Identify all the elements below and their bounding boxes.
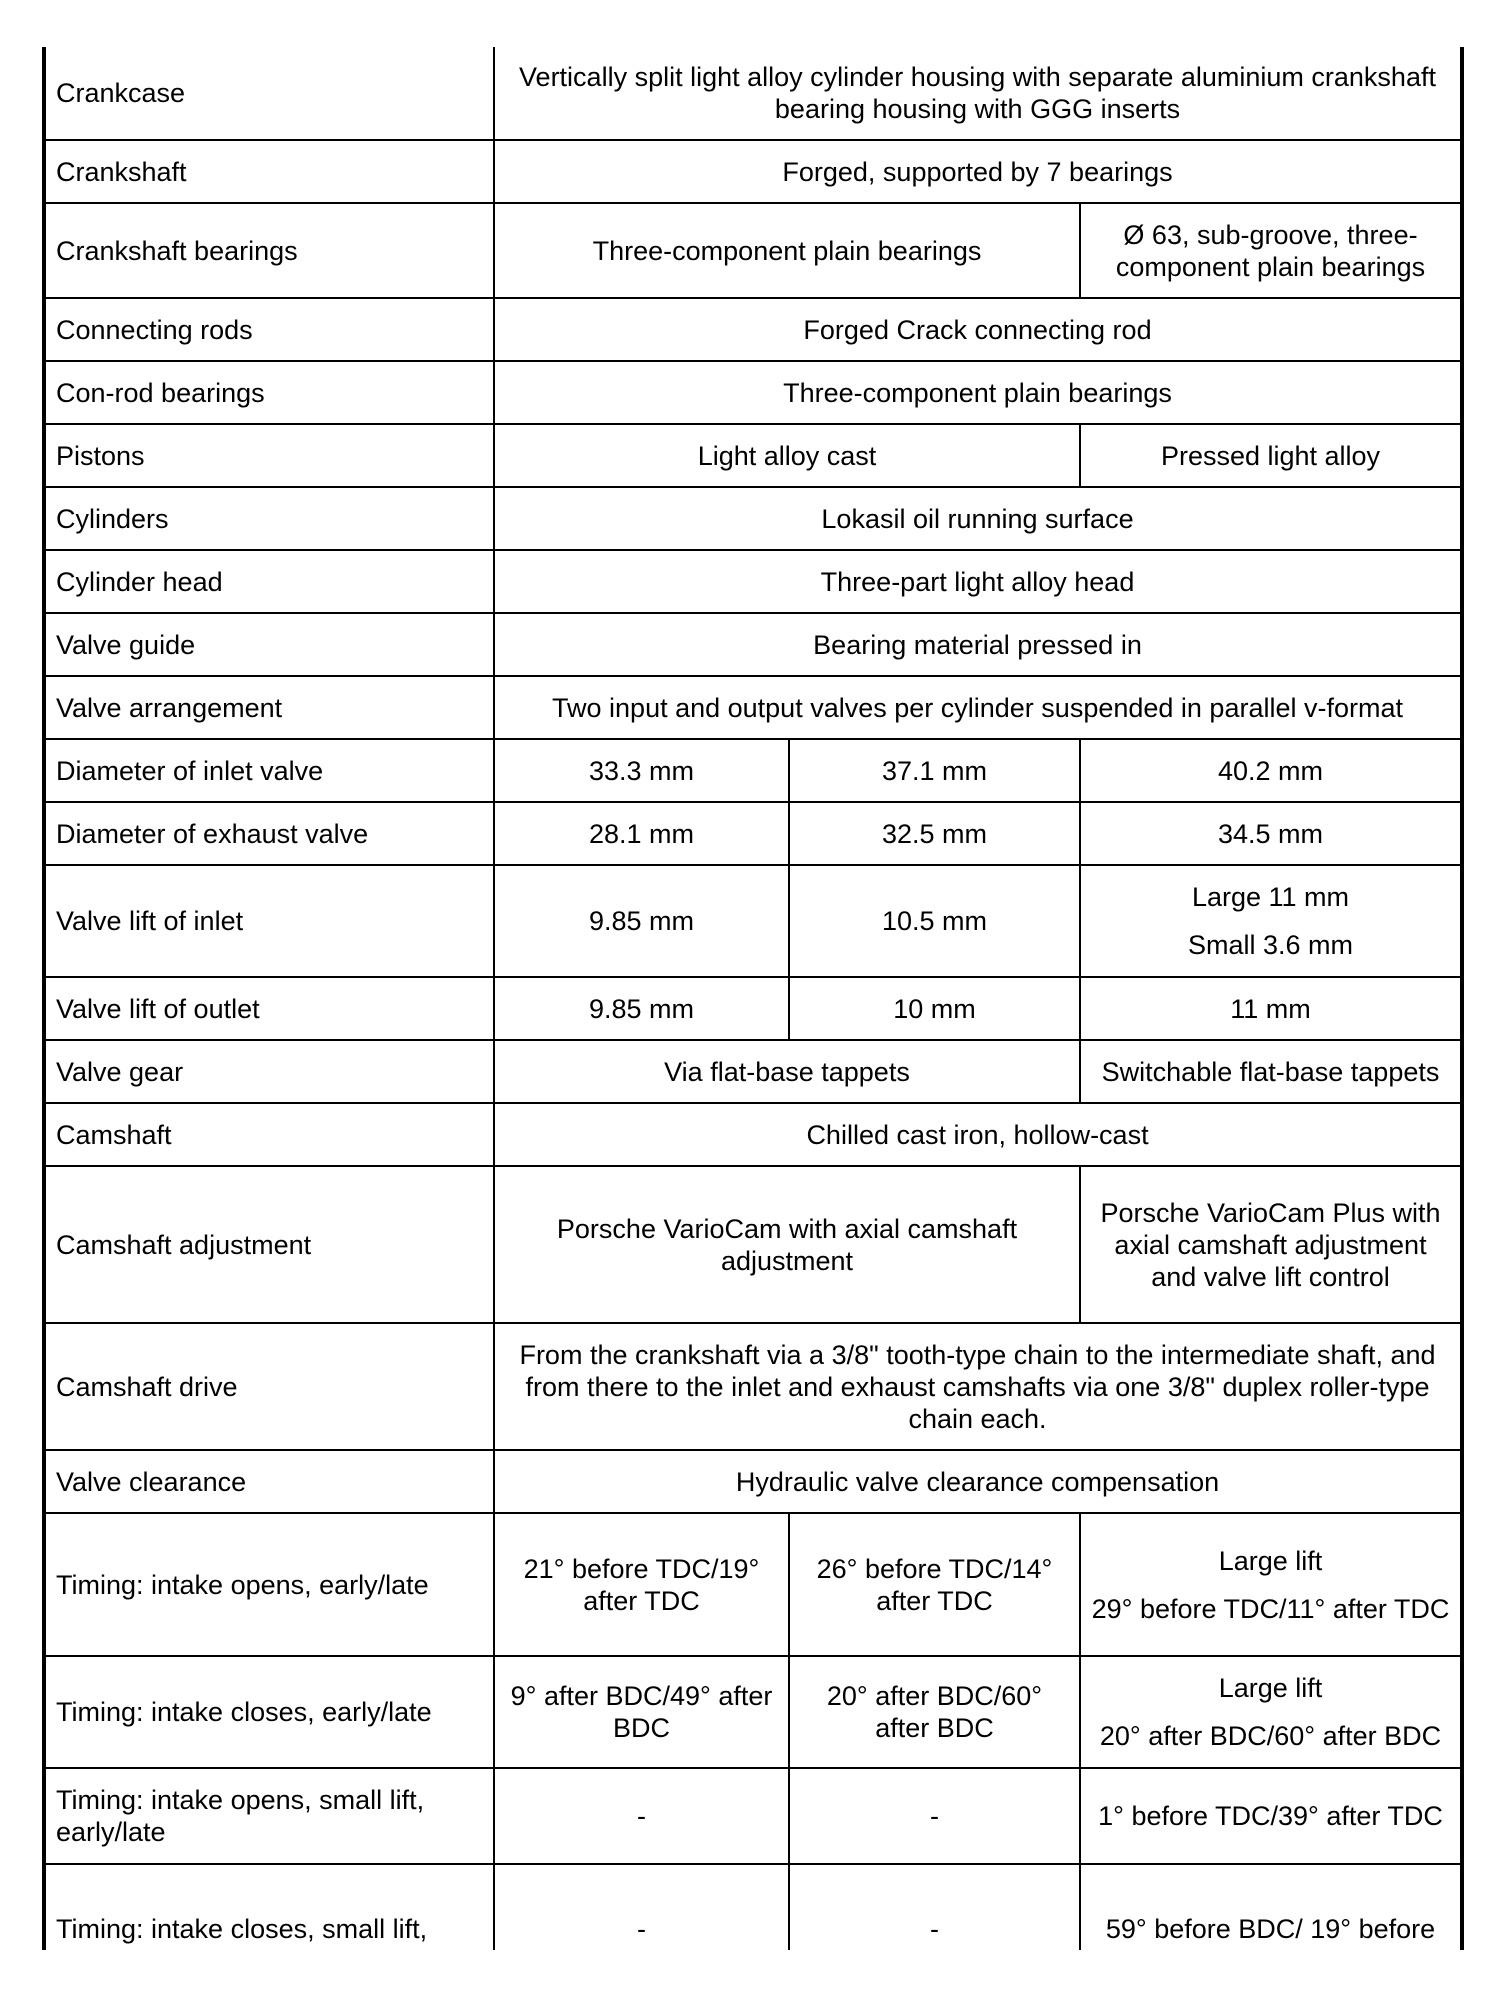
value-cell: 26° before TDC/14° after TDC: [789, 1513, 1080, 1656]
value-cell: 11 mm: [1080, 977, 1462, 1040]
table-row: [44, 1103, 1462, 1166]
value-cell: Hydraulic valve clearance compensation: [494, 1450, 1462, 1513]
table-row: [44, 140, 1462, 203]
value-cell: -: [789, 1768, 1080, 1864]
value-cell: 10 mm: [789, 977, 1080, 1040]
value-cell: 28.1 mm: [494, 802, 789, 865]
table-row: [44, 1166, 1462, 1323]
row-label: Valve arrangement: [44, 676, 494, 739]
table-row: [44, 203, 1462, 298]
row-label: Timing: intake opens, early/late: [44, 1513, 494, 1656]
cell-line: 20° after BDC/60° after BDC: [1099, 1721, 1442, 1751]
table-row: [44, 865, 1462, 977]
table-row: [44, 1323, 1462, 1450]
value-cell: Pressed light alloy: [1080, 424, 1462, 487]
table-row: [44, 1513, 1462, 1656]
table-row: [44, 424, 1462, 487]
row-label: Crankshaft bearings: [44, 203, 494, 298]
value-cell: [1080, 1513, 1462, 1656]
value-cell: 9.85 mm: [494, 865, 789, 977]
value-cell: 59° before BDC/ 19° before: [1080, 1864, 1462, 1950]
row-label: Camshaft: [44, 1103, 494, 1166]
cell-line: Large lift: [1218, 1673, 1323, 1703]
value-cell: [1080, 1656, 1462, 1768]
table-row: [44, 739, 1462, 802]
value-cell: 21° before TDC/19° after TDC: [494, 1513, 789, 1656]
value-cell: -: [494, 1768, 789, 1864]
value-cell: Chilled cast iron, hollow-cast: [494, 1103, 1462, 1166]
table-row: [44, 977, 1462, 1040]
table-row: [44, 1768, 1462, 1864]
value-cell: 33.3 mm: [494, 739, 789, 802]
value-cell: Forged Crack connecting rod: [494, 298, 1462, 361]
value-cell: Three-component plain bearings: [494, 203, 1080, 298]
spec-table-body: [44, 47, 1462, 1950]
value-cell: 9° after BDC/49° after BDC: [494, 1656, 789, 1768]
table-row: [44, 1450, 1462, 1513]
value-cell: Bearing material pressed in: [494, 613, 1462, 676]
table-row: [44, 550, 1462, 613]
value-cell: -: [789, 1864, 1080, 1950]
row-label: Con-rod bearings: [44, 361, 494, 424]
value-cell: 10.5 mm: [789, 865, 1080, 977]
row-label: Connecting rods: [44, 298, 494, 361]
value-cell: Switchable flat-base tappets: [1080, 1040, 1462, 1103]
cell-line: Large lift: [1218, 1545, 1323, 1576]
row-label: Crankshaft: [44, 140, 494, 203]
value-cell: Lokasil oil running surface: [494, 487, 1462, 550]
cell-line: 29° before TDC/11° after TDC: [1091, 1593, 1450, 1624]
engine-spec-table: [42, 47, 1464, 1950]
value-cell: Two input and output valves per cylinder suspended in parallel v-format: [494, 676, 1462, 739]
value-cell: [1080, 865, 1462, 977]
row-label: Timing: intake closes, early/late: [44, 1656, 494, 1768]
table-row: [44, 1040, 1462, 1103]
value-cell: 20° after BDC/60° after BDC: [789, 1656, 1080, 1768]
table-row: [44, 676, 1462, 739]
table-row: [44, 1864, 1462, 1950]
row-label: Timing: intake opens, small lift, early/late: [44, 1768, 494, 1864]
value-cell: Light alloy cast: [494, 424, 1080, 487]
row-label: Diameter of exhaust valve: [44, 802, 494, 865]
table-row: [44, 47, 1462, 140]
cell-line: Small 3.6 mm: [1187, 930, 1354, 960]
value-cell: 34.5 mm: [1080, 802, 1462, 865]
row-label: Camshaft drive: [44, 1323, 494, 1450]
value-cell: 1° before TDC/39° after TDC: [1080, 1768, 1462, 1864]
value-cell: Porsche VarioCam Plus with axial camshaft adjustment and valve lift control: [1080, 1166, 1462, 1323]
row-label: Camshaft adjustment: [44, 1166, 494, 1323]
table-row: [44, 298, 1462, 361]
row-label: Cylinders: [44, 487, 494, 550]
row-label: Crankcase: [44, 47, 494, 140]
value-cell: Ø 63, sub-groove, three-component plain bearings: [1080, 203, 1462, 298]
value-cell: Via flat-base tappets: [494, 1040, 1080, 1103]
value-cell: Vertically split light alloy cylinder housing with separate aluminium crankshaft bearing housing with GGG inserts: [494, 47, 1462, 140]
row-label: Timing: intake closes, small lift,: [44, 1864, 494, 1950]
value-cell: From the crankshaft via a 3/8" tooth-type chain to the intermediate shaft, and from there to the inlet and exhaust camshafts via one 3/8" duplex roller-type chain each.: [494, 1323, 1462, 1450]
row-label: Valve guide: [44, 613, 494, 676]
value-cell: Three-part light alloy head: [494, 550, 1462, 613]
value-cell: Three-component plain bearings: [494, 361, 1462, 424]
row-label: Valve clearance: [44, 1450, 494, 1513]
row-label: Diameter of inlet valve: [44, 739, 494, 802]
table-row: [44, 487, 1462, 550]
row-label: Valve lift of outlet: [44, 977, 494, 1040]
cell-line: Large 11 mm: [1191, 882, 1350, 912]
row-label: Pistons: [44, 424, 494, 487]
value-cell: 40.2 mm: [1080, 739, 1462, 802]
value-cell: 9.85 mm: [494, 977, 789, 1040]
value-cell: -: [494, 1864, 789, 1950]
row-label: Valve lift of inlet: [44, 865, 494, 977]
value-cell: 32.5 mm: [789, 802, 1080, 865]
value-cell: Forged, supported by 7 bearings: [494, 140, 1462, 203]
table-row: [44, 1656, 1462, 1768]
table-row: [44, 361, 1462, 424]
row-label: Valve gear: [44, 1040, 494, 1103]
table-row: [44, 802, 1462, 865]
value-cell: Porsche VarioCam with axial camshaft adjustment: [494, 1166, 1080, 1323]
row-label: Cylinder head: [44, 550, 494, 613]
value-cell: 37.1 mm: [789, 739, 1080, 802]
table-row: [44, 613, 1462, 676]
